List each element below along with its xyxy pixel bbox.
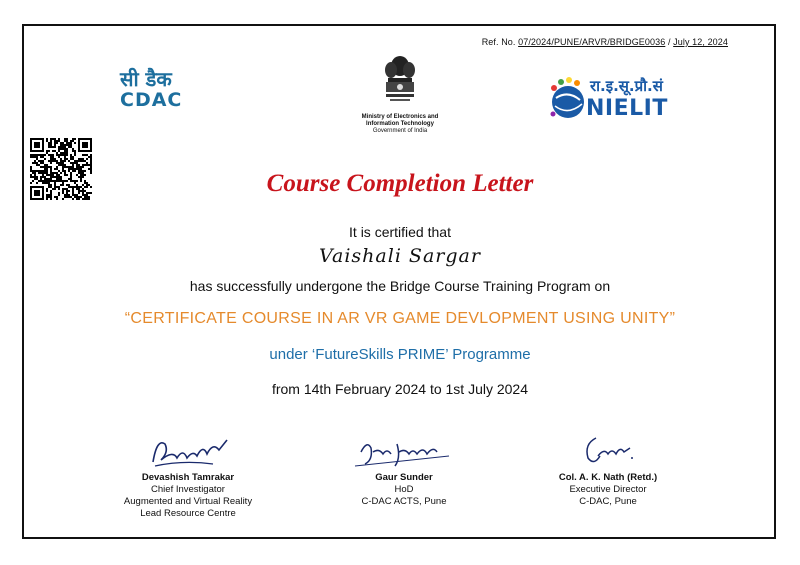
signatory-1-name: Devashish Tamrakar [141,472,235,483]
signatory-1-title: Chief Investigator [151,484,225,495]
ministry-line1: Ministry of Electronics and [361,114,439,120]
cdac-hindi-text: सी डैक [120,67,172,91]
signature-1-icon [143,430,233,472]
signatory-1-dept: Augmented and Virtual Reality [123,496,253,507]
signature-2-icon [349,430,459,472]
ref-prefix: Ref. No. [481,37,516,47]
ref-number: 07/2024/PUNE/ARVR/BRIDGE0036 [518,37,666,47]
signatory-3 [508,430,708,508]
nielit-logo [546,72,676,128]
signatory-2 [304,430,504,508]
signatory-2-name: Gaur Sunder [375,472,433,483]
ref-separator: / [667,37,671,47]
signature-3-icon [578,430,638,472]
signatory-3-name: Col. A. K. Nath (Retd.) [558,472,658,483]
cdac-logo [120,68,198,114]
cdac-english-text: CDAC [120,89,183,111]
nielit-globe-icon [546,72,590,128]
nielit-hindi-text: रा.इ.सू.प्रौ.सं [590,77,663,95]
national-emblem-icon [378,52,422,108]
course-name: “CERTIFICATE COURSE IN AR VR GAME DEVLOPMENT USING UNITY” [124,310,676,327]
signatory-1 [88,430,288,520]
ministry-line2: Information Technology [366,121,434,127]
recipient-name: Vaishali Sargar [319,245,481,267]
undergone-text: has successfully undergone the Bridge Course Training Program on [189,278,611,294]
certificate-title: Course Completion Letter [266,170,534,197]
programme-text: under ‘FutureSkills PRIME’ Programme [269,346,531,363]
certified-text: It is certified that [349,224,451,240]
ref-date: July 12, 2024 [673,37,728,47]
signatory-2-org: C-DAC ACTS, Pune [361,496,447,507]
ministry-text [345,114,455,135]
signatory-3-org: C-DAC, Pune [579,496,637,507]
nielit-english-text: NIELIT [586,96,668,121]
reference-number [482,37,728,47]
signatory-2-title: HoD [394,484,414,495]
signatory-3-title: Executive Director [569,484,647,495]
course-dates: from 14th February 2024 to 1st July 2024 [271,381,529,397]
ministry-line3: Government of India [372,128,428,134]
signatory-1-centre: Lead Resource Centre [140,508,236,519]
